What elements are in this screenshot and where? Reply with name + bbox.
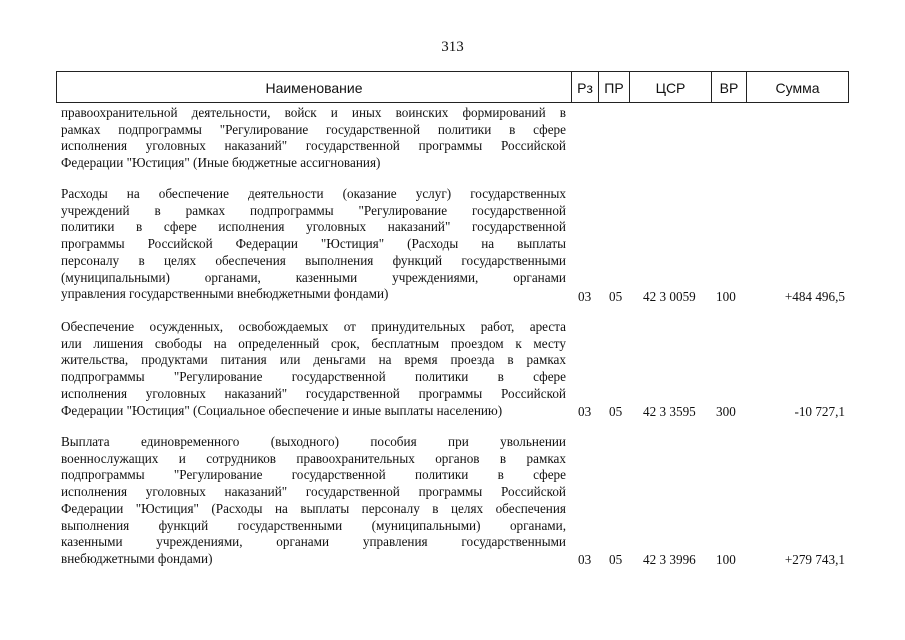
desc-line: исполнения уголовных наказаний" государственной программы Российской xyxy=(61,385,566,401)
desc-line: Выплата единовременного (выходного) пособия при увольнении xyxy=(61,434,566,449)
desc-line: или лишения свободы на определенный срок, бесплатным проездом к месту xyxy=(61,335,566,351)
desc-line: выполнения функций государственными (муниципальными) органами, xyxy=(61,517,566,533)
desc-line: правоохранительной деятельности, войск и иных воинских формирований в xyxy=(61,105,566,120)
cell-vr: 300 xyxy=(716,404,736,419)
desc-line: подпрограммы "Регулирование государственной политики в сфере xyxy=(61,369,566,385)
cell-sum: -10 727,1 xyxy=(794,404,845,419)
desc-line: Обеспечение осужденных, освобождаемых от принудительных работ, ареста xyxy=(61,319,566,334)
cell-rz: 03 xyxy=(578,289,592,304)
desc-line: Федерации "Юстиция" (Социальное обеспечение и иные выплаты населению) xyxy=(61,402,503,418)
header-vr: ВР xyxy=(719,80,739,96)
header-csr: ЦСР xyxy=(655,80,686,96)
desc-line: казенными учреждениями, органами управления государственными xyxy=(61,534,566,550)
cell-csr: 42 3 3595 xyxy=(643,404,696,419)
row-description xyxy=(61,105,566,172)
desc-line: военнослужащих и сотрудников правоохранительных органов в рамках xyxy=(61,450,566,466)
desc-line: политики в сфере исполнения уголовных наказаний" государственной xyxy=(61,219,566,235)
desc-line: рамках подпрограммы "Регулирование государственной политики в сфере xyxy=(61,121,566,137)
header-name: Наименование xyxy=(265,80,363,96)
cell-vr: 100 xyxy=(716,552,736,567)
cell-vr: 100 xyxy=(716,289,736,304)
desc-line: исполнения уголовных наказаний" государственной программы Российской xyxy=(61,138,566,154)
desc-line: жительства, продуктами питания или деньгами на время проезда в рамках xyxy=(61,352,566,368)
page-number: 313 xyxy=(441,39,464,55)
row-description xyxy=(61,434,566,568)
desc-line: программы Российской Федерации "Юстиция" (Расходы на выплаты xyxy=(61,236,566,252)
desc-line: (муниципальными) органами, казенными учреждениями, органами xyxy=(61,269,566,285)
cell-pr: 05 xyxy=(609,552,623,567)
row-description xyxy=(61,319,566,419)
desc-line: управления государственными внебюджетными фондами) xyxy=(61,286,389,302)
desc-line: Федерации "Юстиция" (Иные бюджетные ассигнования) xyxy=(61,155,381,171)
cell-csr: 42 3 3996 xyxy=(643,552,696,567)
cell-pr: 05 xyxy=(609,289,623,304)
cell-sum: +279 743,1 xyxy=(784,552,845,567)
table-header xyxy=(56,71,849,103)
header-pr: ПР xyxy=(604,80,624,96)
desc-line: подпрограммы "Регулирование государственной политики в сфере xyxy=(61,467,566,483)
desc-line: Федерации "Юстиция" (Расходы на выплаты персоналу в целях обеспечения xyxy=(61,500,566,516)
header-rz: Рз xyxy=(577,80,593,96)
cell-sum: +484 496,5 xyxy=(784,289,845,304)
desc-line: Расходы на обеспечение деятельности (оказание услуг) государственных xyxy=(61,186,566,201)
cell-rz: 03 xyxy=(578,404,592,419)
desc-line: учреждений в рамках подпрограммы "Регулирование государственной xyxy=(61,202,566,218)
cell-csr: 42 3 0059 xyxy=(643,289,696,304)
cell-pr: 05 xyxy=(609,404,623,419)
row-description xyxy=(61,186,566,303)
cell-rz: 03 xyxy=(578,552,592,567)
desc-line: исполнения уголовных наказаний" государственной программы Российской xyxy=(61,484,566,500)
desc-line: персоналу в целях обеспечения выполнения функций государственными xyxy=(61,252,566,268)
header-sum: Сумма xyxy=(775,80,820,96)
desc-line: внебюджетными фондами) xyxy=(61,550,213,566)
